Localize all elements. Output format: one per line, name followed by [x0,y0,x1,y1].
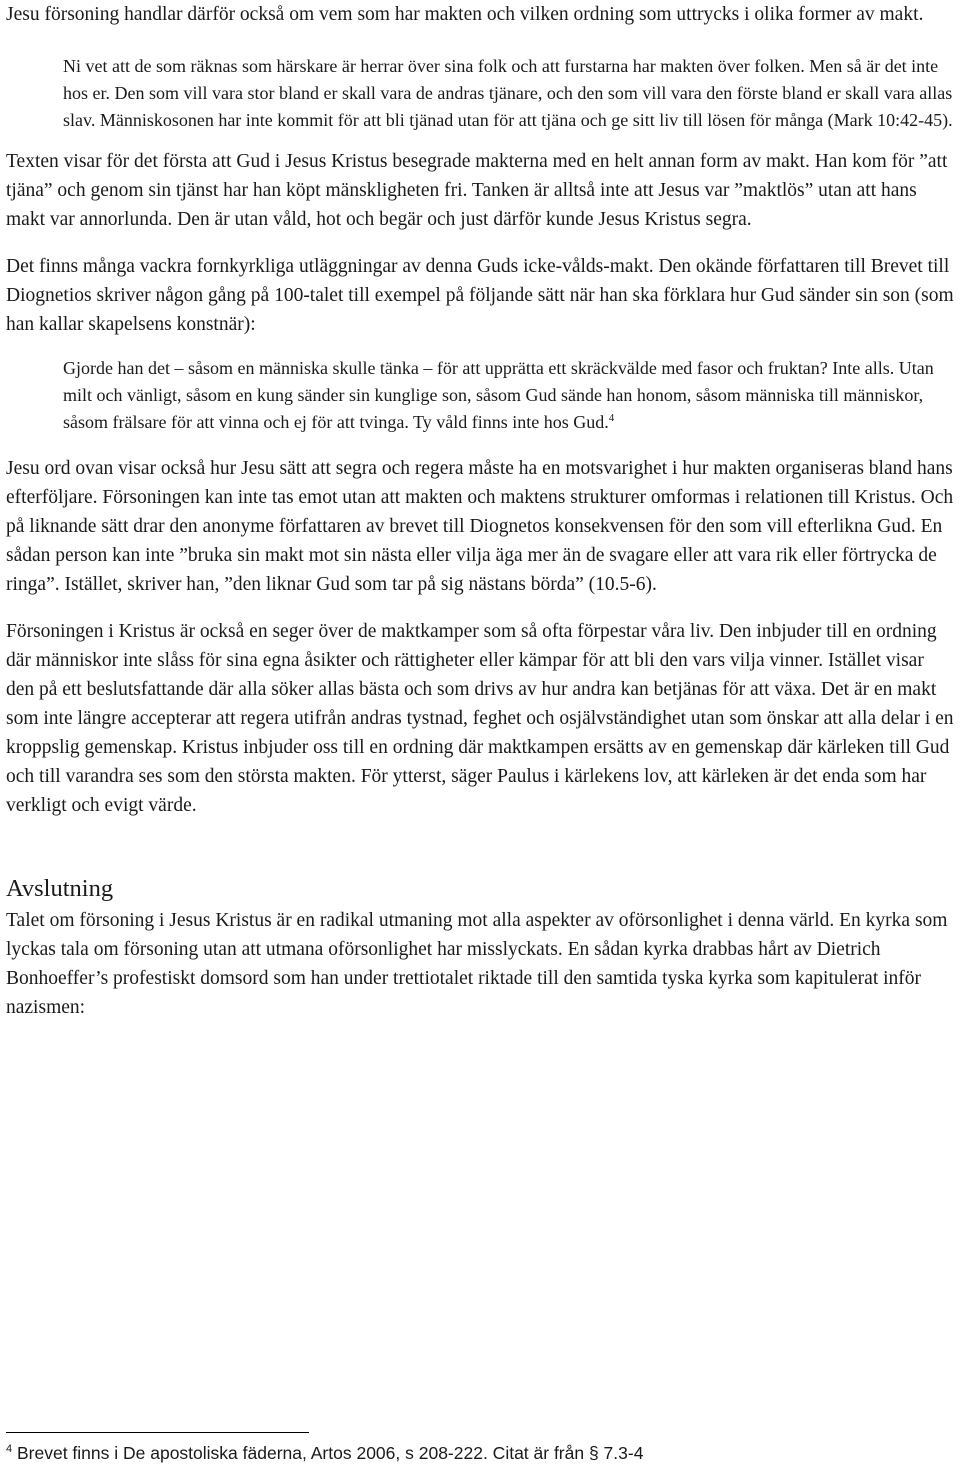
footnote [6,1440,643,1466]
paragraph-3: Det finns många vackra fornkyrkliga utläggningar av denna Guds icke-vålds-makt. Den okände författaren till Brevet till Diognetios skriver någon gång på 100-talet till exempel på följande sätt när han ska förklara hur Gud sänder sin son (som han kallar skapelsens konstnär): [6,256,954,335]
block-quote-diognetos [63,355,956,436]
document-page [6,0,956,1022]
paragraph-1: Jesu försoning handlar därför också om vem som har makten och vilken ordning som uttrycks i olika former av makt. [6,4,924,25]
footnote-reference[interactable]: 4 [608,412,615,424]
paragraph-6: Talet om försoning i Jesus Kristus är en radikal utmaning mot alla aspekter av oförsonlighet i denna värld. En kyrka som lyckas tala om försoning utan att utmana oförsonlighet har misslyckats. En sådan kyrka drabbas hårt av Dietrich Bonhoeffer’s profestiskt domsord som han under trettiotalet riktade till den samtida tyska kyrka som kapitulerat inför nazismen: [6,910,948,1018]
block-quote-diognetos-text: Gjorde han det – såsom en människa skulle tänka – för att upprätta ett skräckvälde med fasor och fruktan? Inte alls. Utan milt och vänligt, såsom en kung sänder sin kunglige son, såsom Gud sände han honom, såsom människa till människor, såsom frälsare för att vinna och ej för att tvinga. Ty våld finns inte hos Gud. [63,358,934,432]
paragraph-5: Försoningen i Kristus är också en seger över de maktkamper som så ofta förpestar våra liv. Den inbjuder till en ordning där människor inte slåss för sina egna åsikter och rättigheter eller kämpar för att bli den vars vilja vinner. Istället visar den på ett beslutsfattande där alla söker allas bästa och som drivs av hur andra kan betjänas för att växa. Det är en makt som inte längre accepterar att regera utifrån andras tystnad, feghet och osjälvständighet utan som önskar att alla delar i en kroppslig gemenskap. Kristus inbjuder oss till en ordning där maktkampen ersätts av en gemenskap där kärleken till Gud och till varandra ses som den största makten. För ytterst, säger Paulus i kärlekens lov, att kärleken är det enda som har verkligt och evigt värde. [6,621,954,816]
paragraph-2: Texten visar för det första att Gud i Jesus Kristus besegrade makterna med en helt annan form av makt. Han kom för ”att tjäna” och genom sin tjänst har han köpt mänskligheten fri. Tanken är alltså inte att Jesus var ”maktlös” utan att hans makt var annorlunda. Den är utan våld, hot och begär och just därför kunde Jesus Kristus segra. [6,151,948,230]
footnote-separator [6,1432,309,1433]
section-heading: Avslutning [6,875,114,902]
footnote-number: 4 [6,1443,13,1456]
footnote-text: Brevet finns i De apostoliska fäderna, Artos 2006, s 208-222. Citat är från § 7.3-4 [12,1443,644,1463]
paragraph-4: Jesu ord ovan visar också hur Jesu sätt att segra och regera måste ha en motsvarighet i hur makten organiseras bland hans efterföljare. Försoningen kan inte tas emot utan att makten och maktens strukturer omformas i relationen till Kristus. Och på liknande sätt drar den anonyme författaren av brevet till Diognetos konsekvensen för den som vill efterlikna Gud. En sådan person kan inte ”bruka sin makt mot sin nästa eller vilja äga mer än de svagare eller att vara rik eller förtrycka de ringa”. Istället, skriver han, ”den liknar Gud som tar på sig nästans börda” (10.5-6). [6,458,954,595]
block-quote-mark: Ni vet att de som räknas som härskare är herrar över sina folk och att furstarna har makten över folken. Men så är det inte hos er. Den som vill vara stor bland er skall vara de andras tjänare, och den som vill vara den förste bland er skall vara allas slav. Människosonen har inte kommit för att bli tjänad utan för att tjäna och ge sitt liv till lösen för många (Mark 10:42-45). [63,56,953,130]
